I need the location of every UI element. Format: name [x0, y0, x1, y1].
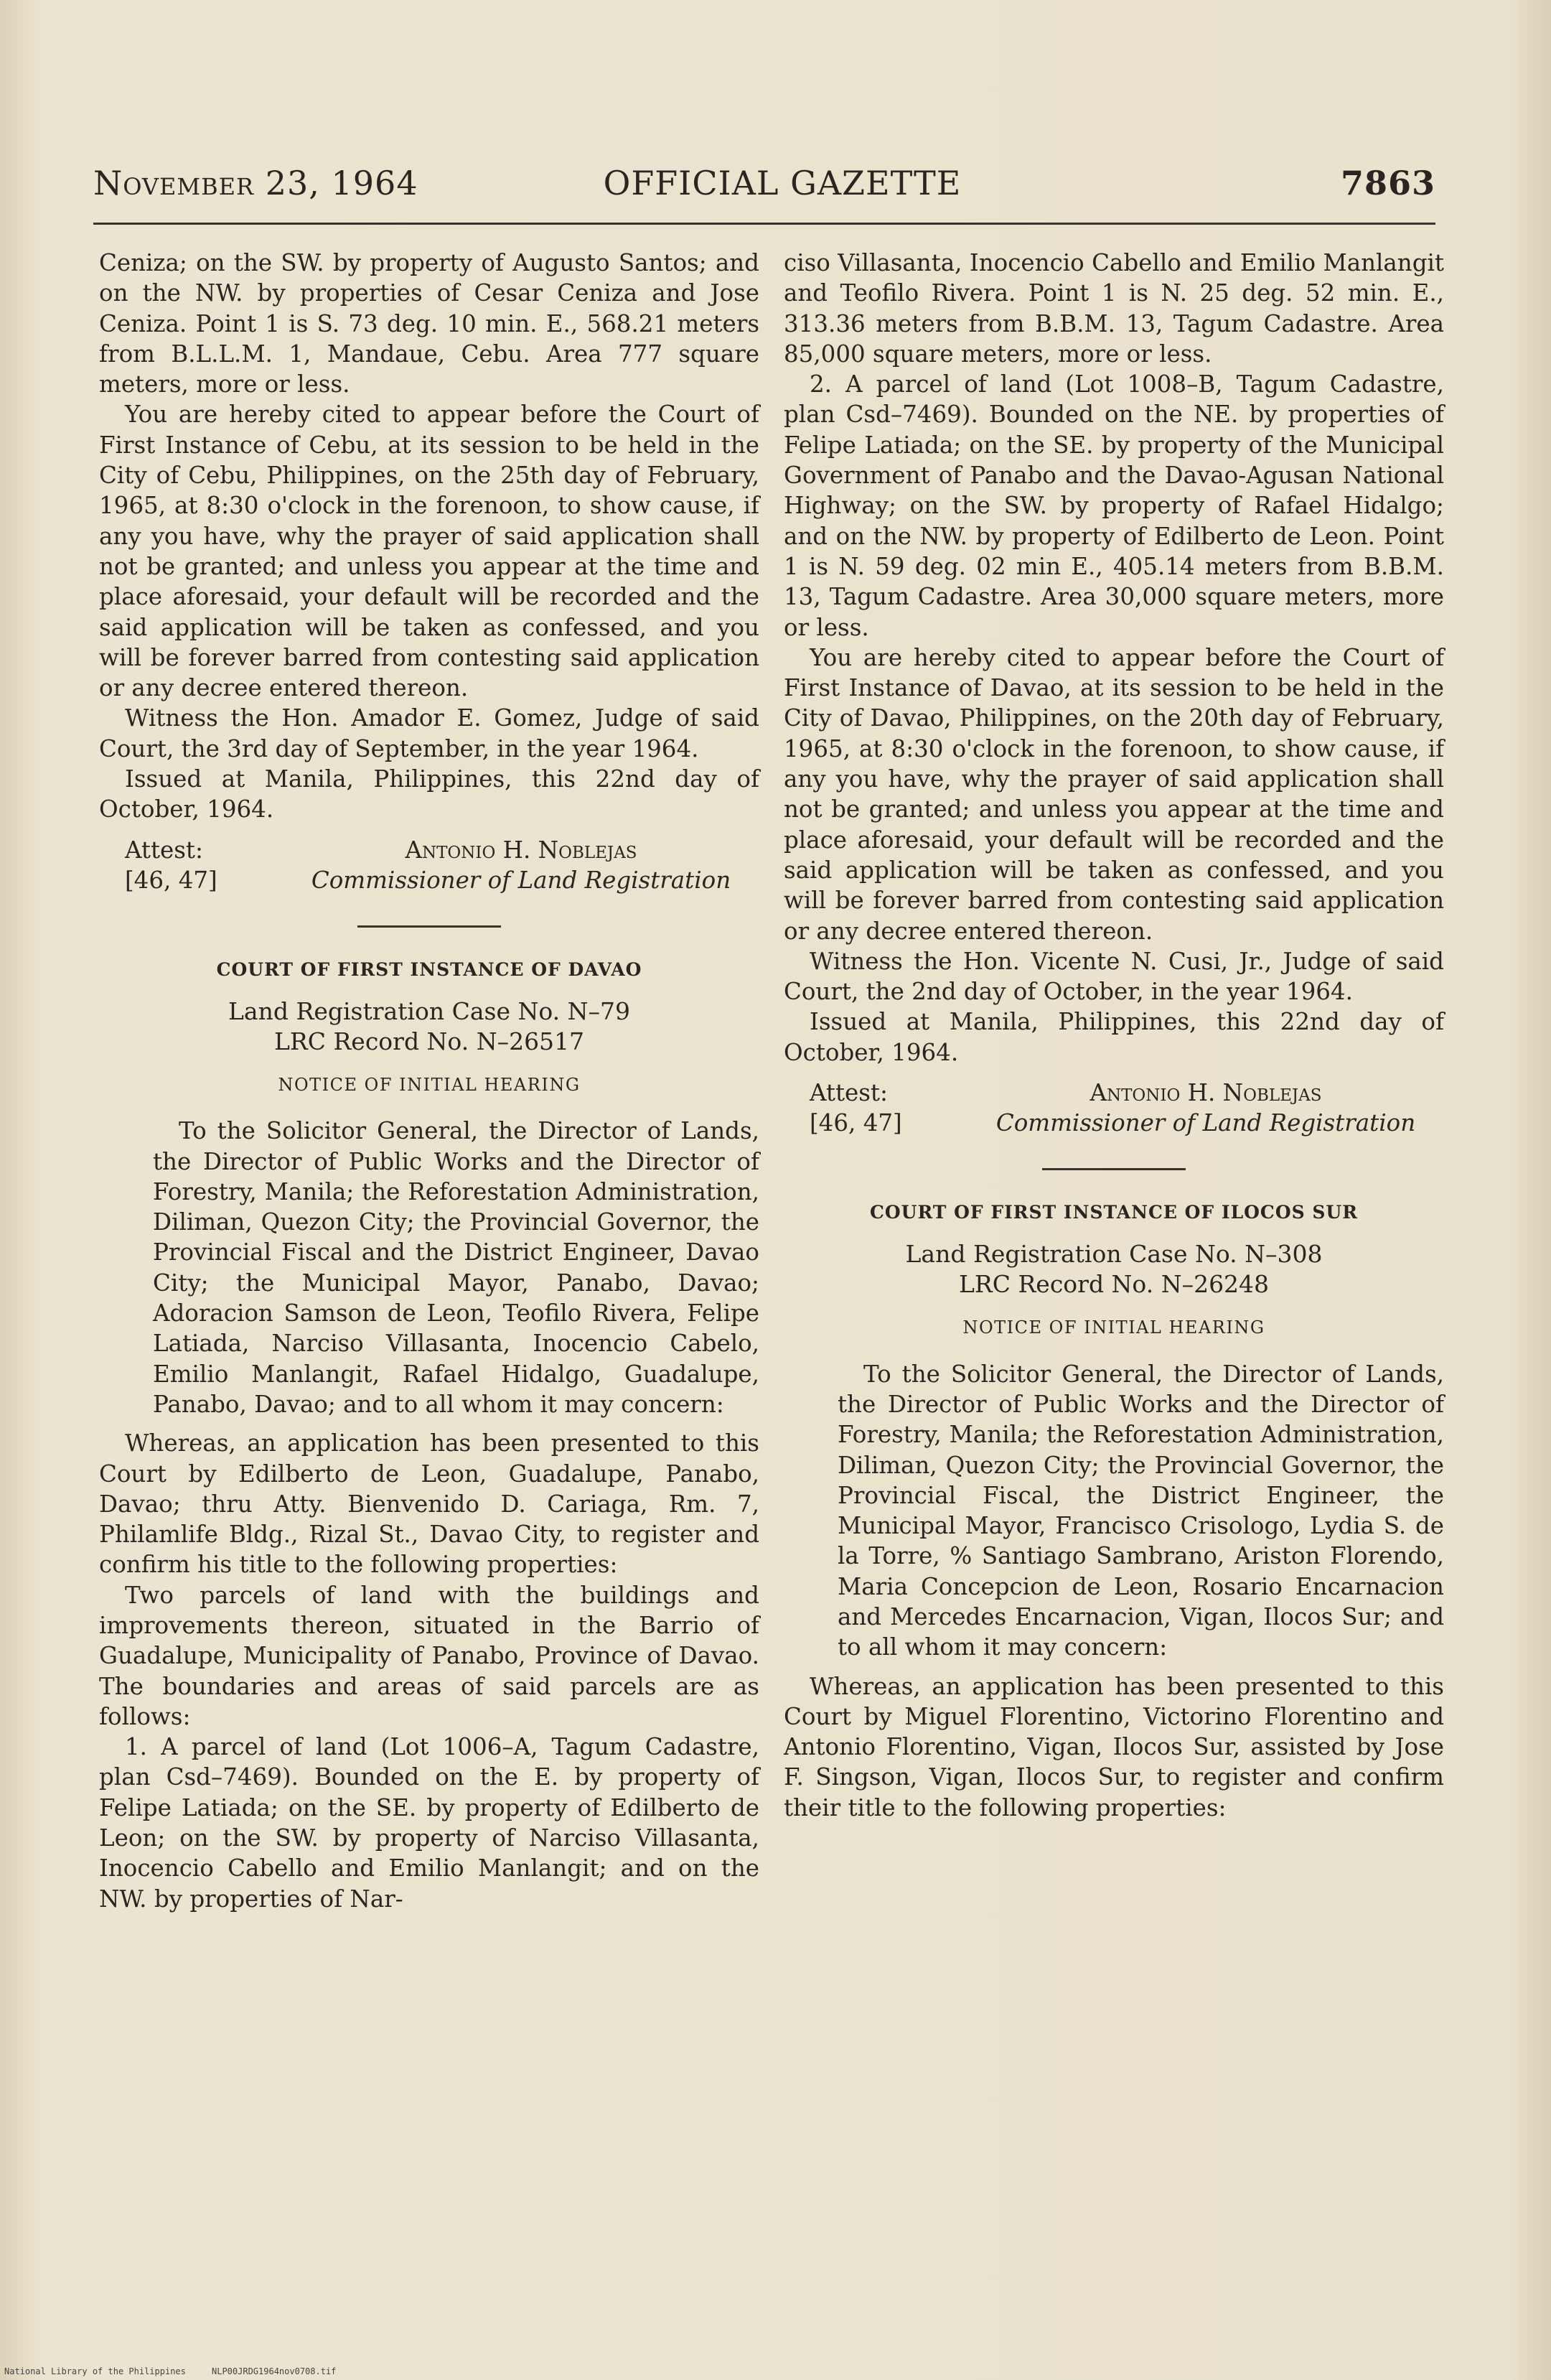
paragraph: Witness the Hon. Vicente N. Cusi, Jr., Judge of said Court, the 2nd day of October, in the year 1964.	[784, 947, 1444, 1006]
paragraph: Two parcels of land with the buildings and improvements thereon, situated in the Barrio of Guadalupe, Municipality of Panabo, Province of Davao. The boundaries and areas of said parcels are as follows:	[99, 1581, 759, 1730]
addressee-list: To the Solicitor General, the Director of Lands, the Director of Public Works and the Director of Forestry, Manila; the Reforestation Administration, Diliman, Quezon City; the Provincial Governor, the Provincial Fiscal, the District Engineer, the Municipal Mayor, Francisco Crisologo, Lydia S. de la Torre, % Santiago Sambrano, Ariston Florendo, Maria Concepcion de Leon, Rosario Encarnacion and Mercedes Encarnacion, Vigan, Ilocos Sur; and to all whom it may concern:	[838, 1360, 1444, 1661]
addressee-list: To the Solicitor General, the Director of Lands, the Director of Public Works and the Director of Forestry, Manila; the Reforestation Administration, Diliman, Quezon City; the Provincial Governor, the Provincial Fiscal and the District Engineer, Davao City; the Municipal Mayor, Panabo, Davao; Adoracion Samson de Leon, Teofilo Rivera, Felipe Latiada, Narciso Villasanta, Inocencio Cabelo, Emilio Manlangit, Rafael Hidalgo, Guadalupe, Panabo, Davao; and to all whom it may concern:	[153, 1117, 759, 1418]
case-number: Land Registration Case No. N–308	[905, 1240, 1323, 1269]
case-number: Land Registration Case No. N–79	[228, 997, 630, 1025]
issue-date: November 23, 1964	[93, 164, 418, 202]
attestation	[784, 1078, 1444, 1138]
paragraph: Whereas, an application has been presented to this Court by Miguel Florentino, Victorino Florentino and Antonio Florentino, Vigan, Ilocos Sur, assisted by Jose F. Singson, Vigan, Ilocos Sur, to register and confirm their title to the following properties:	[784, 1672, 1444, 1821]
right-column	[784, 248, 1444, 1823]
court-heading: COURT OF FIRST INSTANCE OF DAVAO	[216, 958, 642, 980]
page-header	[93, 164, 1435, 207]
paragraph: ciso Villasanta, Inocencio Cabello and Emilio Manlangit and Teofilo Rivera. Point 1 is N. 25 deg. 52 min. E., 313.36 meters from B.B.M. 13, Tagum Cadastre. Area 85,000 square meters, more or less.	[784, 249, 1444, 368]
attestation	[99, 835, 759, 895]
notice-heading: NOTICE OF INITIAL HEARING	[278, 1074, 581, 1095]
attest-label: Attest:	[810, 1079, 888, 1107]
page-number: 7863	[1340, 164, 1435, 202]
paragraph: You are hereby cited to appear before the Court of First Instance of Davao, at its session to be held in the City of Davao, Philippines, on the 20th day of February, 1965, at 8:30 o'clock in the forenoon, to show cause, if any you have, why the prayer of said application shall not be granted; and unless you appear at the time and place aforesaid, your default will be recorded and the said application will be taken as confessed, and you will be forever barred from contesting said application or any decree entered thereon.	[784, 643, 1444, 945]
paragraph: Ceniza; on the SW. by property of Augusto Santos; and on the NW. by properties of Cesar Ceniza and Jose Ceniza. Point 1 is S. 73 deg. 10 min. E., 568.21 meters from B.L.L.M. 1, Mandaue, Cebu. Area 777 square meters, more or less.	[99, 249, 759, 398]
record-number: LRC Record No. N–26517	[273, 1027, 585, 1055]
notice-heading: NOTICE OF INITIAL HEARING	[962, 1317, 1265, 1338]
publication-title: OFFICIAL GAZETTE	[603, 164, 962, 202]
section-divider	[357, 925, 501, 928]
paragraph: Whereas, an application has been presented to this Court by Edilberto de Leon, Guadalupe, Panabo, Davao; thru Atty. Bienvenido D. Cariaga, Rm. 7, Philamlife Bldg., Rizal St., Davao City, to register and confirm his title to the following properties:	[99, 1429, 759, 1579]
paragraph: Issued at Manila, Philippines, this 22nd day of October, 1964.	[784, 1008, 1444, 1066]
court-heading: COURT OF FIRST INSTANCE OF ILOCOS SUR	[869, 1202, 1359, 1223]
paragraph: You are hereby cited to appear before the Court of First Instance of Cebu, at its session to be held in the City of Cebu, Philippines, on the 25th day of February, 1965, at 8:30 o'clock in the forenoon, to show cause, if any you have, why the prayer of said application shall not be granted; and unless you appear at the time and place aforesaid, your default will be recorded and the said application will be taken as confessed, and you will be forever barred from contesting said application or any decree entered thereon.	[99, 401, 759, 702]
attest-signatory: Antonio H. Noblejas	[405, 836, 637, 864]
attest-title: Commissioner of Land Registration	[311, 866, 731, 894]
record-number: LRC Record No. N–26248	[958, 1270, 1270, 1299]
paragraph: 2. A parcel of land (Lot 1008–B, Tagum Cadastre, plan Csd–7469). Bounded on the NE. by properties of Felipe Latiada; on the SE. by property of the Municipal Government of Panabo and the Davao-Agusan National Highway; on the SW. by property of Rafael Hidalgo; and on the NW. by property of Edilberto de Leon. Point 1 is N. 59 deg. 02 min E., 405.14 meters from B.B.M. 13, Tagum Cadastre. Area 30,000 square meters, more or less.	[784, 370, 1444, 641]
paragraph: Witness the Hon. Amador E. Gomez, Judge of said Court, the 3rd day of September, in the year 1964.	[99, 704, 759, 762]
header-rule	[93, 223, 1435, 225]
section-divider	[1042, 1168, 1186, 1170]
attest-label: Attest:	[125, 836, 203, 864]
attest-reference: [46, 47]	[810, 1109, 902, 1137]
scan-filename: NLP00JRDG1964nov0708.tif	[212, 2366, 337, 2376]
left-column	[99, 248, 759, 1914]
scan-footer	[4, 2366, 336, 2376]
paragraph: 1. A parcel of land (Lot 1006–A, Tagum Cadastre, plan Csd–7469). Bounded on the E. by property of Felipe Latiada; on the SE. by property of Edilberto de Leon; on the SW. by property of Narciso Villasanta, Inocencio Cabello and Emilio Manlangit; and on the NW. by properties of Nar-	[99, 1733, 759, 1913]
paragraph: Issued at Manila, Philippines, this 22nd day of October, 1964.	[99, 765, 759, 823]
attest-reference: [46, 47]	[125, 866, 217, 894]
library-credit: National Library of the Philippines	[4, 2366, 186, 2376]
attest-signatory: Antonio H. Noblejas	[1090, 1079, 1322, 1107]
attest-title: Commissioner of Land Registration	[995, 1109, 1416, 1137]
